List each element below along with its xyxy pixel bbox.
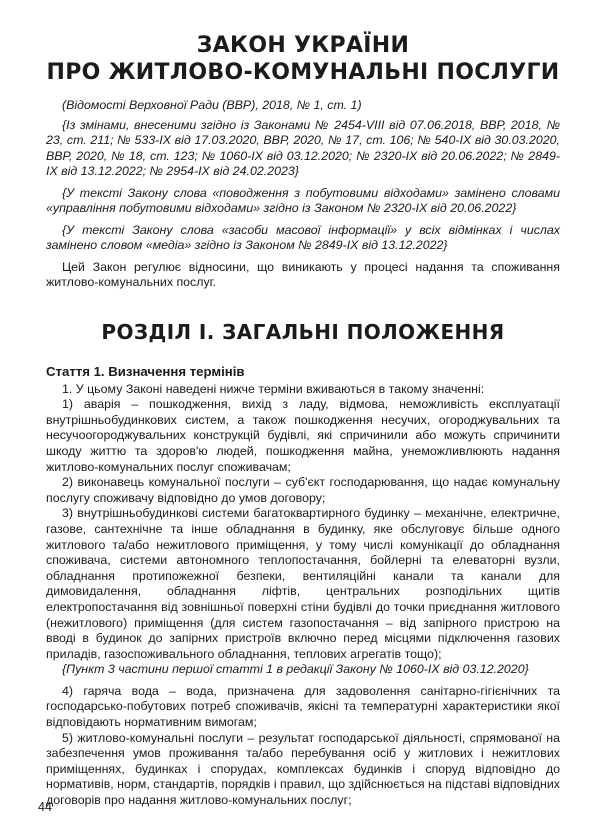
section-title: РОЗДІЛ І. ЗАГАЛЬНІ ПОЛОЖЕННЯ <box>101 319 505 344</box>
terminology-change-note-waste: {У тексті Закону слова «поводження з побутовими відходами» замінено словами «управління побутовими відходами» згідно із Законом № 2320-IX від 20.06.2022} <box>46 185 560 215</box>
law-title-line-1: ЗАКОН УКРАЇНИ <box>196 33 410 58</box>
law-title-line-2: ПРО ЖИТЛОВО-КОМУНАЛЬНІ ПОСЛУГИ <box>46 60 560 85</box>
terminology-change-note-media: {У тексті Закону слова «засоби масової інформації» у всіх відмінках і числах замінено словом «медіа» згідно із Законом № 2849-IX від 13.12.2022} <box>46 222 560 252</box>
page-number: 44 <box>38 800 52 814</box>
definition-item-in-house-systems: 3) внутрішньобудинкові системи багатоквартирного будинку – механічне, електричне, газове, сантехнічне та інше обладнання в будинку, яке обслуговує більше одного житлового та/або нежитлового приміщення, у тому числі комунікації до обладнання споживача, системи автономного теплопостачання, бойлерні та елеваторні вузли, обладнання протипожежної безпеки, вентиляційні канали та канали для димовидалення, обладнання ліфтів, центральних розподільних щитів електропостачання від зовнішньої поверхні стіни будівлі до точки приєднання житлового (нежитлового) приміщення (для систем газопостачання – від запірного пристрою на вводі в будинок до запірних пристроїв включно перед місцями підключення газових приладів, газоспоживального обладнання, теплових агрегатів тощо); <box>46 506 560 661</box>
law-title <box>46 32 560 86</box>
definition-item-housing-services: 5) житлово-комунальні послуги – результат господарської діяльності, спрямованої на забезпечення умов проживання та/або перебування осіб у житлових і нежитлових приміщеннях, будинках і спорудах, комплексах будинків і споруд відповідно до нормативів, норм, стандартів, порядків і правил, що здійснюється на підставі відповідних договорів про надання житлово-комунальних послуг; <box>46 730 560 808</box>
article-title: Стаття 1. Визначення термінів <box>46 363 245 379</box>
definition-item-hot-water: 4) гаряча вода – вода, призначена для задоволення санітарно-гігієнічних та господарсько-побутових потреб споживачів, якісні та температурні характеристики якої відповідають нормативним вимогам; <box>46 683 560 730</box>
definition-item-service-provider: 2) виконавець комунальної послуги – суб'єкт господарювання, що надає комунальну послугу споживачу відповідно до умов договору; <box>46 475 560 505</box>
amendments-note: {Із змінами, внесеними згідно із Законами № 2454-VIII від 07.06.2018, ВВР, 2018, № 23, ст. 211; № 533-IX від 17.03.2020, ВВР, 2020, № 17, ст. 106; № 540-IX від 30.03.2020, ВВР, 2020, № 18, ст. 123; № 1060-IX від 03.12.2020; № 2320-IX від 20.06.2022; № 2849-IX від 13.12.2022; № 2954-IX від 24.02.2023} <box>46 117 560 178</box>
item-amendment-note: {Пункт 3 частини першої статті 1 в редакції Закону № 1060-IX від 03.12.2020} <box>62 662 529 677</box>
article-intro: 1. У цьому Законі наведені нижче терміни вживаються в такому значенні: <box>62 381 485 396</box>
definition-item-accident: 1) аварія – пошкодження, вихід з ладу, відмова, неможливість експлуатації внутрішньобудинкових систем, а також пошкодження несучих, огороджувальних та несучоогороджувальних конструкцій будівлі, які спричинили або можуть спричинити шкоду життю та здоров'ю людей, пошкодження майна, унеможливлюють надання житлово-комунальних послуг споживачам; <box>46 397 560 474</box>
preamble: Цей Закон регулює відносини, що виникають у процесі надання та споживання житлово-комунальних послуг. <box>46 259 560 290</box>
publication-note: (Відомості Верховної Ради (ВВР), 2018, № 1, ст. 1) <box>62 98 362 112</box>
